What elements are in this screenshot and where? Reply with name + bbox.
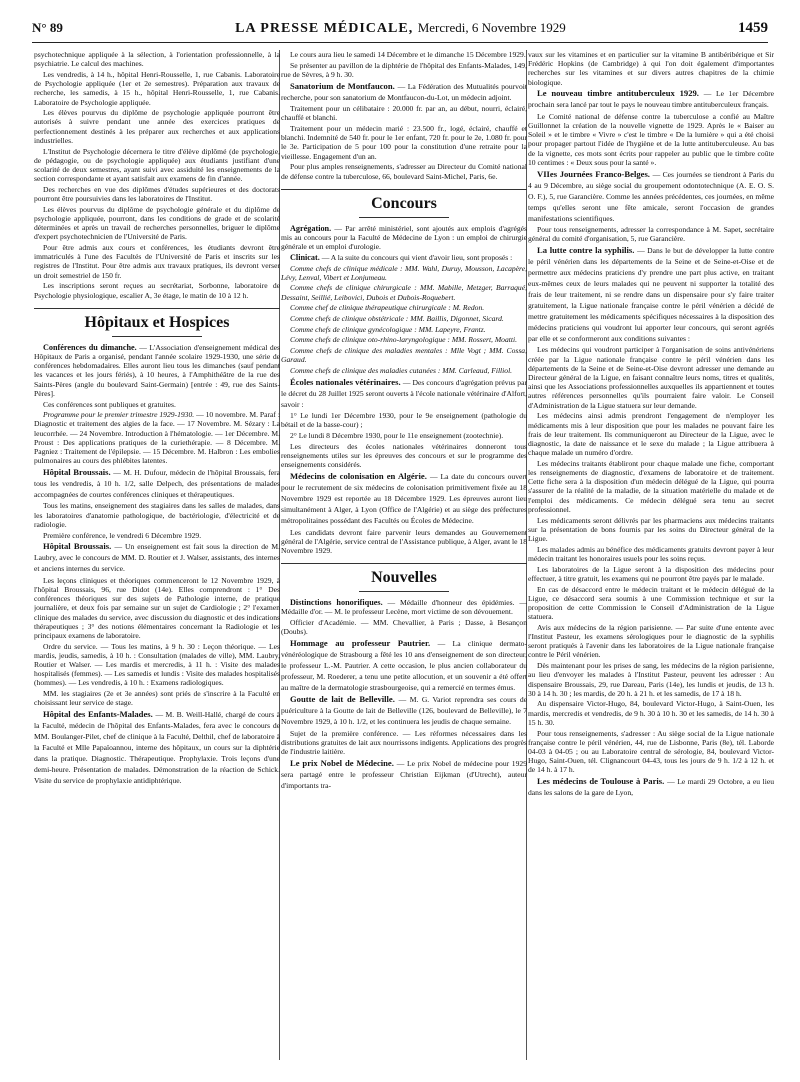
paragraph: Se présenter au pavillon de la diphtérie de l'hôpital des Enfants-Malades, 149, rue de Sèvres, à 9 h. 30. [281,60,527,79]
paragraph: Les laboratoires de la Ligue seront à la disposition des médecins pour effectuer, à titre gratuit, les examens qui ne pourront être payés par le malade. [528,564,774,583]
section-heading-nouvelles [281,563,527,592]
article-text: — Un enseignement est fait sous la direction de M. Laubry, avec le concours de MM. D. Routier et J. Walser, assistants, des internes et anciens internes du service. [34,542,280,574]
page-number: 1459 [737,20,768,36]
article [281,471,527,526]
column-right [528,50,774,1072]
article-title: Hôpital des Enfants-Malades. [43,709,153,720]
article-title: Sanatorium de Montfaucon. [290,80,395,91]
article [528,169,774,224]
article [34,343,280,398]
article-text: — Le mardi 29 Octobre, a eu lieu dans les salons de la gare de Lyon, [528,777,774,798]
article-title: Clinicat. [290,252,320,262]
paragraph: psychotechnique appliquée à la sélection, à l'orientation professionnelle, à la psychiatrie. Le calcul des machines. [34,50,280,69]
article-text: — Le prix Nobel de médecine pour 1929 sera partagé entre le professeur Christian Eijkman (d'Utrecht), auteur d'importants tra- [281,759,527,791]
article-title: VIIes Journées Franco-Belges. [537,168,650,179]
article-text: — M. B. Weill-Hallé, chargé de cours à la Faculté, médecin de l'hôpital des Enfants-Malades, fera avec le concours de MM. Boulanger-Pilet, chef de clinique à la Faculté, Delthil, chef de laboratoire à la Faculté et Mlle Papaïoannou, interne des hôpitaux, un cours sur la diphtérie dans la pratique. Diagnostic. Thérapeutique. Prophylaxie. Trois leçons d'une demi-heure. Présentation de malades. Démonstration de la réaction de Schick. Visite du service de prophylaxie antidiphtérique. [34,710,280,786]
article-text: — L'Association d'enseignement médical des Hôpitaux de Paris a organisé, pendant l'année scolaire 1929-1930, une série de conférences hebdomadaires. Elles auront lieu tous les dimanches (sauf pendant les vacances et les jours fériés), à 10 heures, à l'Amphithéâtre de la rue des Saints-Pères (angle du boulevard Saint-Germain) [entrée : 49, rue des Saints-Pères]. [34,342,280,398]
paragraph: Le cours aura lieu le samedi 14 Décembre et le dimanche 15 Décembre 1929. [290,50,526,59]
paragraph: Les médecins ainsi admis prendront l'engagement de n'employer les médicaments mis à leur disposition que pour les malades ne pouvant faire les frais de leur traitement. Ils communiqueront au Directeur de la Ligue, avec le diagnostic, la date de naissance et le sexe du malade ; la Ligue attribuera à chaque malade un numéro d'ordre. [528,411,774,458]
paragraph: Les médecins traitants établiront pour chaque malade une fiche, comportant les renseignements de diagnostic, d'examens de laboratoire et de traitement. Cette fiche sera à la disposition d'un médecin délégué de la Ligue, qui pourra s'assurer de la réalité de la maladie, de la situation matérielle du malade et de l'emploi des médicaments. Ce médecin délégué sera tenu au secret professionnel. [528,458,774,514]
article [281,224,527,252]
article [34,709,280,786]
article-text: — Des concours d'agrégation prévus par le décret du 28 Juillet 1925 seront ouverts à l'école nationale vétérinaire d'Alfort, savoir : [281,377,527,409]
journal-title [235,20,566,37]
article-title: Le nouveau timbre antituberculeux 1929. [537,88,699,99]
paragraph: Le Comité national de défense contre la tuberculose a confié au Maître Guillonnet la création de la nouvelle vignette de 1929. Après le « Baiser au Soleil » et le timbre « Vivre » c'est le timbre « De la lumière » qui a été choisi pour propager partout l'idée de l'hygiène et de la lutte antituberculeuse. Au bas de la vignette, ces mots sont écrits pour rappeler au public que le timbre coûte 10 centimes : « Deux sous pour la santé ». [528,111,774,167]
paragraph: MM. les stagiaires (2e et 3e années) sont priés de s'inscrire à la Faculté en choisissant leur service de stage. [34,689,280,708]
article-title: Agrégation. [290,223,332,233]
paragraph: Les directeurs des écoles nationales vétérinaires donneront tous renseignements utiles sur les épreuves des concours et sur le programme des enseignements considérés. [281,441,527,470]
list-item: Comme chefs de clinique des maladies cutanées : MM. Carleaud, Filliol. [290,366,513,376]
section-heading-text: Concours [371,194,437,212]
paragraph: Les candidats devront faire parvenir leurs demandes au Gouvernement général de l'Algérie, service central de l'Assistance publique, à Alger, avant le 18 Novembre 1929. [281,527,527,555]
heading-rule [359,217,449,218]
article [281,638,527,693]
paragraph: Les élèves pourvus du diplôme de psychologie appliquée pourront être autorisés à suivre pendant une année des exercices pratiques de perfectionnement destinés à les préparer aux recherches et aux applications industrielles. [34,108,280,145]
article-title: Le prix Nobel de Médecine. [290,758,394,769]
paragraph: Pour plus amples renseignements, s'adresser au Directeur du Comité national de défense contre la tuberculose, 66, boulevard Saint-Michel, Paris, 6e. [281,162,527,181]
issue-number: N° 89 [32,20,63,35]
article-text: — Ces journées se tiendront à Paris du 4 au 9 Décembre, au siège social du groupement odontotechnique (A. E. O. S. O. F.), 5, rue Garancière. Comme les années précédentes, ces journées, en même temps qu'elles seront une fête amicale, seront l'occasion de grandes manifestations scientifiques. [528,169,774,223]
list-item: Comme chefs de clinique des maladies mentales : Mlle Vogt ; MM. Cossa, Garaud. [281,346,527,365]
article-text: — La date du concours ouvert pour le recrutement de six médecins de colonisation primitivement fixée au 18 Novembre 1929 est reportée au 18 Décembre 1929. Les épreuves auront lieu simultanément à Alger, à Lyon (Office de l'Algérie) et au siège des préfectures métropolitaines possédant des Facultés ou Écoles de Médecine. [281,472,527,525]
article-title: Conférences du dimanche. [43,342,137,352]
paragraph: En cas de désaccord entre le médecin traitant et le médecin délégué de la Ligue, ce désaccord sera soumis à une Commission technique et sur la proposition de cette Commission le Conseil d'Administration de la Ligue statuera. [528,584,774,622]
paragraph: Ces conférences sont publiques et gratuites. [43,399,176,409]
paragraph: Pour être admis aux cours et conférences, les étudiants devront être immatriculés à l'une des Facultés de l'Université de Paris et inscrits sur les registres de l'Institut. Pour être admis aux travaux pratiques, ils devront verser un droit semestriel de 150 fr. [34,243,280,280]
paragraph: Sujet de la première conférence. — Les réformes nécessaires dans les distributions gratuites de lait aux nourrissons indigents. Applications des progrès de l'industrie laitière. [281,728,527,757]
column-left [34,50,280,1072]
article [281,598,527,616]
heading-rule [359,591,449,592]
article-text: — Médaille d'honneur des épidémies. — Médaille d'or. — M. le professeur Lecène, mort victime de son dévouement. [281,598,527,617]
paragraph: Les inscriptions seront reçues au secrétariat, Sorbonne, laboratoire de Psychologie physiologique, escalier A, 3e étage, le matin de 10 à 12 h. [34,281,280,300]
issue-date: Mercredi, 6 Novembre 1929 [417,20,566,35]
article-title: Écoles nationales vétérinaires. [290,376,401,387]
paragraph: Traitement pour un médecin marié : 23.500 fr., logé, éclairé, chauffé et blanchi. Indemnité de 540 fr. pour le 1er enfant, 720 fr. pour le 2e, 1.080 fr. pour le 3e. Participation de 5 pour 100 pour la constitution d'une retraite pour la vieillesse. Engagement d'un an. [281,124,527,161]
paragraph: Les élèves pourvus du diplôme de psychologie générale et du diplôme de psychologie appliquée, pourront, dans les conditions de grade et de scolarité déterminées et après un travail de recherches personnelles, briguer le diplôme d'expert psychotechnicien de l'Université de Paris. [34,204,280,242]
paragraph: vaux sur les vitamines et en particulier sur la vitamine B antibéribérique et Sir Frédéric Hopkins (de Cambridge) à qui l'on doit également d'importantes recherches sur les vitamines et sur divers autres chapitres de la chimie biologique. [528,50,774,87]
program-title: Programme pour le premier trimestre 1929-1930. [43,410,195,420]
paragraph: Avis aux médecins de la région parisienne. — Par suite d'une entente avec l'Institut Pasteur, les examens sérologiques pour le diagnostic de la syphilis seront pratiqués à l'avenir dans les laboratoires de la Ligue nationale française contre le Péril vénérien. [528,622,774,660]
article-text: — La Fédération des Mutualités pourvoit recherche, pour son sanatorium de Montfaucon-du-Lot, un médecin adjoint. [281,81,527,102]
article [281,81,527,103]
paragraph: 2° Le lundi 8 Décembre 1930, pour le 11e enseignement (zootechnie). [290,431,504,441]
list-item: Comme chefs de clinique chirurgicale : MM. Mabille, Metzger, Barraqué, Dessaint, Seillié, Leibovici, Dubois et Dubois-Roquebert. [281,283,527,302]
article-title: Hôpital Broussais. [43,541,112,552]
paragraph: Les vendredis, à 14 h., hôpital Henri-Rousselle, 1, rue Cabanis. Laboratoire de Psychologie appliquée (1er et 2e semestres). Préparation aux travaux de recherche, les samedis, à 15 h., hôpital Henri-Rousselle, 1, rue Cabanis. Laboratoire de Psychologie appliquée. [34,69,280,107]
section-heading-text: Nouvelles [371,569,437,587]
paragraph: Ordre du service. — Tous les matins, à 9 h. 30 : Leçon théorique. — Les mardis, jeudis, samedis, à 10 h. : Consultation (malades de ville), MM. Laubry, Routier et Walser. — Les mardis et mercredis, à 11 h. : Visite des malades hospitalisés (femmes). — Les samedis et lundis : Visite des malades hospitalisés (hommes). — Les vendredis, à 10 h. : Examens radiologiques. [34,641,280,688]
article-title: Médecins de colonisation en Algérie. [290,471,427,481]
article-title: Hommage au professeur Pautrier. [290,637,431,648]
article-title: Goutte de lait de Belleville. [290,694,395,705]
article-text: — 10 novembre. M. Paraf : Diagnostic et traitement des algies de la face. — 17 Novembre. M. Sézary : La leucorrhée. — 24 Novembre. Introduction à l'hématologie. — 1er Décembre. M. Proust : Des applications pratiques de la curiethérapie. — 8 Décembre. M. Pagniez : Traitement de l'épilepsie. — 15 Décembre. M. Halbron : Les embolies pulmonaires au cours des phlébites latentes. [34,410,280,466]
article [528,88,774,110]
page-header [32,20,768,43]
paragraph: Pour tous renseignements, s'adresser : Au siège social de la Ligue nationale française contre le péril vénérien, 44, rue de Lisbonne, Paris (8e), tél. Laborde 04-03 à 04-05 ; ou au Laboratoire central de sérologie, 84, boulevard Victor-Hugo, Saint-Ouen, tél. Clignancourt 04-43, tous les jours de 9 h. 1/2 à 12 h. et de 14 h. à 17 h. [528,728,774,775]
list-item: Comme chefs de clinique médicale : MM. Wahl, Duruy, Mousson, Lacapère, Lévy, Lenval, Vibert et Lonjumeau. [281,263,527,282]
article [281,377,527,410]
paragraph: Au dispensaire Victor-Hugo, 84, boulevard Victor-Hugo, à Saint-Ouen, les mardis, mercredis et vendredis, de 9 h. 30 à 10 h. 30 et les samedis, de 14 h. 30 à 15 h. 30. [528,699,774,727]
paragraph: Les malades admis au bénéfice des médicaments gratuits devront payer à leur médecin traitant les honoraires usuels pour les soins reçus. [528,544,774,563]
list-item: Comme chefs de clinique oto-rhino-laryngologique : MM. Rossert, Moatti. [290,335,518,345]
section-heading-concours [281,189,527,218]
article-title: La lutte contre la syphilis. [537,244,635,255]
article-text: — A la suite du concours qui vient d'avoir lieu, sont proposés : [321,252,513,262]
article [34,467,280,500]
heading-rule [112,336,202,337]
article [528,245,774,344]
paragraph: Traitement pour un célibataire : 20.000 fr. par an, au début, nourri, éclairé, chauffé et blanchi. [281,104,527,123]
list-item: Comme chefs de clinique obstétricale : MM. Baillis, Digonnet, Sicard. [290,314,504,324]
article-text: — La clinique dermato-vénéréologique de Strasbourg a fêté les 10 ans d'enseignement de son directeur, le professeur L.-M. Pautrier. A cette occasion, le plus ancien collaborateur du professeur, M. Roederer, a tenu une petite allocution, et un souvenir a été offert au maître de la dermatologie strasbourgeoise, qui a remercié en termes émus. [281,638,527,692]
article [34,410,280,465]
article [528,776,774,798]
article [281,694,527,727]
paragraph: Première conférence, le vendredi 6 Décembre 1929. [43,530,202,540]
article-text: — Dans le but de développer la lutte contre le péril vénérien dans les départements de la Seine et de Seine-et-Oise et de permettre aux médecins praticiens d'y prendre une part plus active, en traitant eux-mêmes ceux de leurs malades qui ne peuvent ni supporter la totalité des frais de leur traitement, ni se rendre dans un dispensaire pour s'y faire traiter gratuitement, la Ligue nationale française contre le péril vénérien a décidé de mettre gratuitement les médicaments spécifiques nécessaires à la disposition des médecins praticiens qui voudront lui apporter leur concours, qui seront agréés par elle et se conformeront aux conditions suivantes : [528,245,774,343]
paragraph: 1° Le lundi 1er Décembre 1930, pour le 9e enseignement (pathologie du bétail et de la basse-cour) ; [281,411,527,430]
article-text: — Par arrêté ministériel, sont ajoutés aux emplois d'agrégés mis au concours pour la Faculté de Médecine de Lyon : un emploi de chirurgie générale et un emploi d'urologie. [281,223,527,252]
paragraph: Les médicaments seront délivrés par les pharmaciens aux médecins traitants sur la présentation de bons fournis par les soins du Directeur général de la Ligue. [528,515,774,543]
article-title: Distinctions honorifiques. [290,598,383,608]
list-item: Comme chef de clinique thérapeutique chirurgicale : M. Redon. [290,303,485,313]
paragraph: Des recherches en vue des diplômes d'études supérieures et des doctorats pourront être poursuivies dans les laboratoires de l'Institut. [34,184,280,204]
article-text: — M. H. Dufour, médecin de l'hôpital Broussais, fera tous les vendredis, à 10 h. 1/2, salle Delpech, des présentations de malades accompagnées de courtes conférences cliniques et thérapeutiques. [34,467,280,499]
column-middle [281,50,527,1072]
paragraph: Les leçons cliniques et théoriques commenceront le 12 Novembre 1929, à l'hôpital Broussais, 96, rue Didot (14e). Elles comprendront : 1° Des conférences théoriques sur des sujets de Pathologie interne, de pratique journalière, et deux fois par semaine sur un sujet de Cardiologie ; 2° l'examen clinique des malades du service, avec discussion du diagnostic et des indications thérapeutiques ; 3° des notions élémentaires concernant la Radiologie et les principaux examens de laboratoire. [34,575,280,640]
article-title: Hôpital Broussais. [43,466,111,477]
paragraph: Dès maintenant pour les prises de sang, les médecins de la région parisienne, au lieu d'envoyer les malades à l'Institut Pasteur, peuvent les adresser : Au dispensaire Broussais, 29, rue Dareau, Paris (14e), les lundis et jeudis, de 13 h. 30 à 14 h. 30 ; les mardis, de 20 h. à 21 h. et les samedis, de 17 à 18 h. [528,661,774,698]
paragraph: Les médecins qui voudront participer à l'organisation de soins antivénériens créée par la Ligue nationale française contre le péril vénérien dans les départements de la Seine et de Seine-et-Oise devront adresser une demande au Directeur général de la Ligue, en faisant connaître leurs noms, titres et qualités, ainsi que les Associations professionnelles auxquelles ils appartiennent et toutes autres références personnelles qu'ils pourraient faire valoir. Le Conseil d'Administration de la Ligue statuera sur leur demande. [528,345,774,410]
article [34,541,280,574]
article [281,253,527,262]
article-text: — Le 1er Décembre prochain sera lancé par tout le pays le nouveau timbre antituberculeux français. [528,89,774,110]
paragraph: Tous les matins, enseignement des stagiaires dans les salles de malades, dans les laboratoires d'anatomie pathologique, de bactériologie, d'électricité et de radiologie. [34,501,280,529]
section-heading-text: Hôpitaux et Hospices [84,313,230,331]
paragraph: Officier d'Académie. — MM. Chevallier, à Paris ; Dasse, à Besançon (Doubs). [281,618,527,637]
list-item: Comme chefs de clinique gynécologique : MM. Lapeyre, Frantz. [290,324,486,334]
article [281,758,527,791]
article-text: — M. G. Variot reprendra ses cours de puériculture à la Goutte de lait de Belleville (126, boulevard de Belleville), le 7 Novembre 1929, à 10 h. 1/2, et les continuera les jeudis de chaque semaine. [281,695,527,727]
journal-name: LA PRESSE MÉDICALE, [235,21,414,36]
article-title: Les médecins de Toulouse à Paris. [537,776,665,787]
paragraph: L'Institut de Psychologie décernera le titre d'élève diplômé (de psychologie, de pédagogie, ou de psychologie appliquée) aux étudiants justifiant d'une scolarité de deux semestres, ayant suivi avec assiduité les enseignements de la section correspondante et ayant satisfait aux examens de fin d'année. [34,146,280,184]
paragraph: Pour tous renseignements, adresser la correspondance à M. Sapet, secrétaire général du comité d'organisation, 5, rue Garancière. [528,225,774,244]
section-heading-hopitaux [34,308,280,337]
